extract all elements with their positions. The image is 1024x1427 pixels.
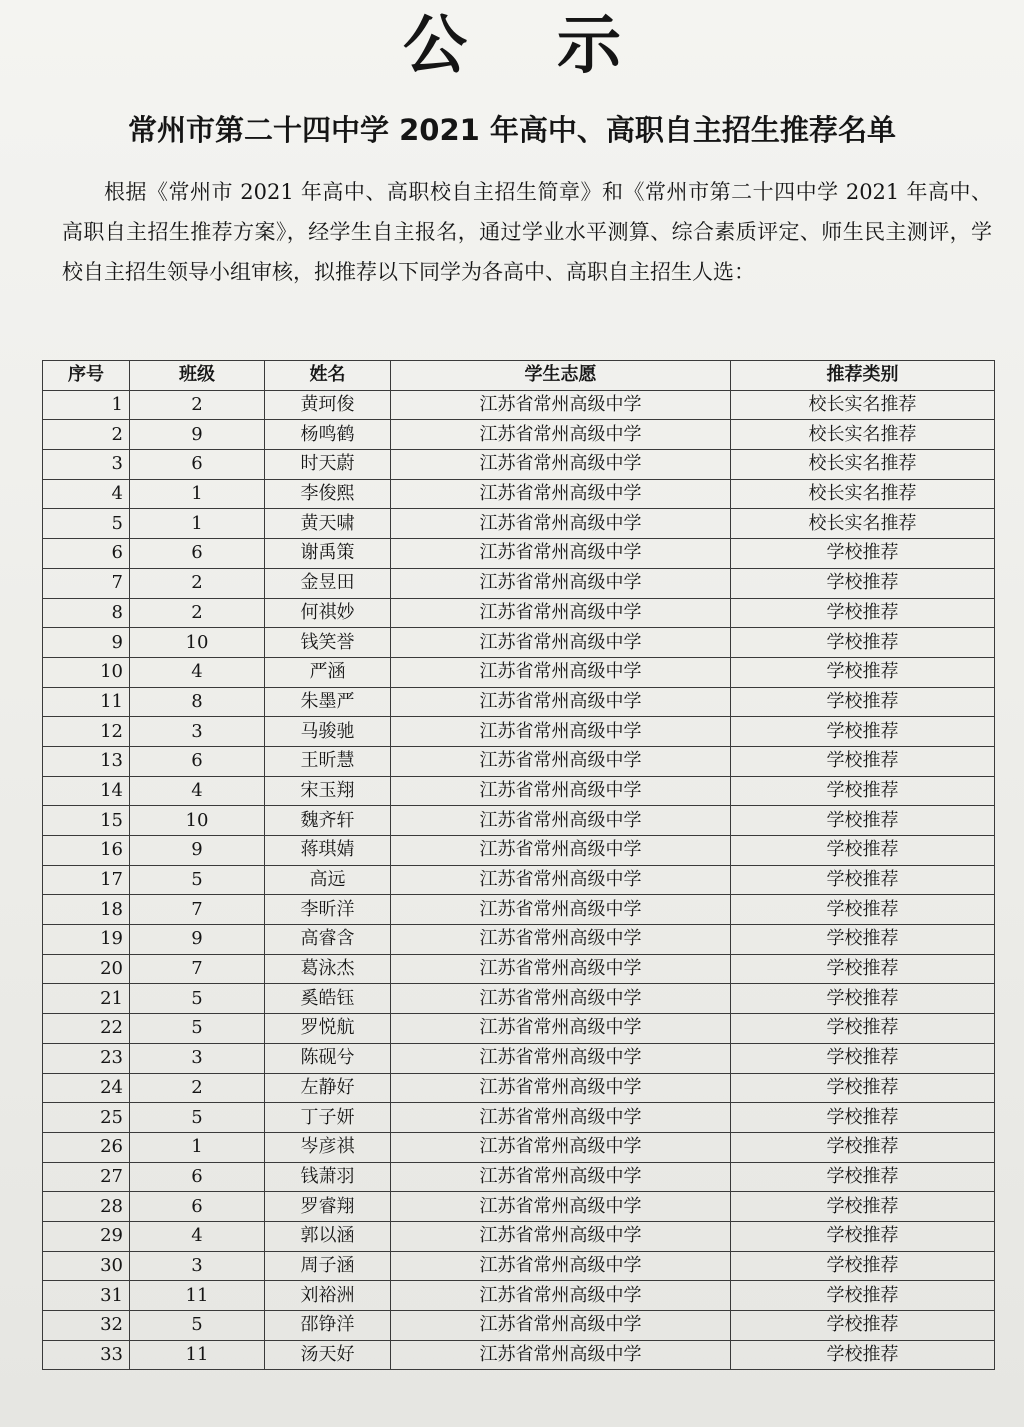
cell-school-choice: 江苏省常州高级中学 [391,568,731,598]
cell-class: 11 [130,1281,265,1311]
cell-student-name: 宋玉翔 [265,776,391,806]
cell-class: 9 [130,420,265,450]
cell-recommend-type: 学校推荐 [731,1340,995,1370]
cell-recommend-type: 学校推荐 [731,776,995,806]
cell-recommend-type: 学校推荐 [731,895,995,925]
cell-school-choice: 江苏省常州高级中学 [391,895,731,925]
cell-class: 5 [130,1311,265,1341]
table-row [43,1311,995,1341]
cell-school-choice: 江苏省常州高级中学 [391,1311,731,1341]
table-row [43,1340,995,1370]
cell-school-choice: 江苏省常州高级中学 [391,450,731,480]
cell-school-choice: 江苏省常州高级中学 [391,984,731,1014]
cell-serial-no: 12 [43,717,130,747]
table-row [43,479,995,509]
cell-recommend-type: 学校推荐 [731,1192,995,1222]
table-row [43,954,995,984]
header-recommend-type: 推荐类别 [731,361,995,391]
cell-serial-no: 26 [43,1132,130,1162]
cell-serial-no: 31 [43,1281,130,1311]
cell-serial-no: 6 [43,539,130,569]
cell-school-choice: 江苏省常州高级中学 [391,865,731,895]
cell-student-name: 黄珂俊 [265,390,391,420]
cell-serial-no: 21 [43,984,130,1014]
table-row [43,628,995,658]
cell-recommend-type: 学校推荐 [731,1103,995,1133]
cell-recommend-type: 学校推荐 [731,657,995,687]
table-row [43,836,995,866]
cell-serial-no: 19 [43,925,130,955]
cell-class: 6 [130,1192,265,1222]
cell-recommend-type: 学校推荐 [731,1132,995,1162]
header-class: 班级 [130,361,265,391]
cell-serial-no: 25 [43,1103,130,1133]
cell-class: 5 [130,1014,265,1044]
cell-student-name: 陈砚兮 [265,1043,391,1073]
cell-class: 9 [130,836,265,866]
cell-class: 11 [130,1340,265,1370]
table-row [43,806,995,836]
cell-school-choice: 江苏省常州高级中学 [391,1103,731,1133]
cell-serial-no: 29 [43,1221,130,1251]
cell-serial-no: 18 [43,895,130,925]
cell-recommend-type: 校长实名推荐 [731,420,995,450]
cell-recommend-type: 学校推荐 [731,925,995,955]
cell-serial-no: 3 [43,450,130,480]
cell-class: 9 [130,925,265,955]
cell-recommend-type: 学校推荐 [731,865,995,895]
cell-student-name: 严涵 [265,657,391,687]
cell-school-choice: 江苏省常州高级中学 [391,479,731,509]
cell-serial-no: 24 [43,1073,130,1103]
cell-recommend-type: 学校推荐 [731,836,995,866]
cell-student-name: 邵铮洋 [265,1311,391,1341]
cell-serial-no: 11 [43,687,130,717]
cell-student-name: 谢禹策 [265,539,391,569]
cell-school-choice: 江苏省常州高级中学 [391,954,731,984]
table-row [43,450,995,480]
cell-school-choice: 江苏省常州高级中学 [391,1132,731,1162]
cell-school-choice: 江苏省常州高级中学 [391,657,731,687]
table-row [43,776,995,806]
cell-student-name: 朱墨严 [265,687,391,717]
cell-student-name: 杨鸣鹤 [265,420,391,450]
cell-class: 8 [130,687,265,717]
cell-school-choice: 江苏省常州高级中学 [391,420,731,450]
cell-recommend-type: 学校推荐 [731,1162,995,1192]
cell-student-name: 郭以涵 [265,1221,391,1251]
cell-student-name: 刘裕洲 [265,1281,391,1311]
table-row [43,509,995,539]
cell-recommend-type: 学校推荐 [731,1281,995,1311]
table-row [43,1103,995,1133]
cell-student-name: 高远 [265,865,391,895]
cell-student-name: 左静好 [265,1073,391,1103]
cell-school-choice: 江苏省常州高级中学 [391,1251,731,1281]
cell-school-choice: 江苏省常州高级中学 [391,687,731,717]
cell-student-name: 黄天啸 [265,509,391,539]
cell-class: 3 [130,717,265,747]
cell-class: 2 [130,390,265,420]
cell-serial-no: 1 [43,390,130,420]
cell-school-choice: 江苏省常州高级中学 [391,925,731,955]
cell-student-name: 罗悦航 [265,1014,391,1044]
cell-recommend-type: 校长实名推荐 [731,509,995,539]
cell-school-choice: 江苏省常州高级中学 [391,1281,731,1311]
cell-serial-no: 7 [43,568,130,598]
cell-class: 1 [130,509,265,539]
cell-class: 5 [130,1103,265,1133]
cell-class: 7 [130,954,265,984]
cell-serial-no: 17 [43,865,130,895]
cell-student-name: 高睿含 [265,925,391,955]
cell-class: 4 [130,776,265,806]
table-row [43,1073,995,1103]
cell-school-choice: 江苏省常州高级中学 [391,1162,731,1192]
cell-recommend-type: 学校推荐 [731,1014,995,1044]
cell-class: 3 [130,1043,265,1073]
cell-serial-no: 8 [43,598,130,628]
table-row [43,687,995,717]
intro-paragraph: 根据《常州市 2021 年高中、高职校自主招生简章》和《常州市第二十四中学 2021 年高中、高职自主招生推荐方案》，经学生自主报名，通过学业水平测算、综合素质评定、师生民主测评，学校自主招生领导小组审核，拟推荐以下同学为各高中、高职自主招生人选： [62,180,992,284]
cell-serial-no: 16 [43,836,130,866]
cell-class: 5 [130,984,265,1014]
cell-class: 10 [130,628,265,658]
cell-serial-no: 20 [43,954,130,984]
cell-recommend-type: 学校推荐 [731,568,995,598]
table-row [43,1251,995,1281]
header-school-choice: 学生志愿 [391,361,731,391]
cell-class: 4 [130,657,265,687]
cell-recommend-type: 学校推荐 [731,954,995,984]
cell-student-name: 周子涵 [265,1251,391,1281]
cell-recommend-type: 学校推荐 [731,1221,995,1251]
table-row [43,598,995,628]
table-row [43,1221,995,1251]
cell-school-choice: 江苏省常州高级中学 [391,836,731,866]
cell-class: 2 [130,598,265,628]
cell-class: 3 [130,1251,265,1281]
header-name: 姓名 [265,361,391,391]
cell-class: 2 [130,568,265,598]
cell-school-choice: 江苏省常州高级中学 [391,776,731,806]
cell-student-name: 魏齐轩 [265,806,391,836]
cell-school-choice: 江苏省常州高级中学 [391,1221,731,1251]
cell-serial-no: 9 [43,628,130,658]
cell-class: 7 [130,895,265,925]
cell-recommend-type: 学校推荐 [731,628,995,658]
cell-serial-no: 10 [43,657,130,687]
cell-recommend-type: 学校推荐 [731,806,995,836]
table-body [43,390,995,1370]
notice-subtitle: 常州市第二十四中学 2021 年高中、高职自主招生推荐名单 [128,113,896,147]
cell-serial-no: 27 [43,1162,130,1192]
cell-serial-no: 33 [43,1340,130,1370]
cell-student-name: 马骏驰 [265,717,391,747]
cell-school-choice: 江苏省常州高级中学 [391,746,731,776]
table-row [43,1192,995,1222]
cell-student-name: 罗睿翔 [265,1192,391,1222]
cell-school-choice: 江苏省常州高级中学 [391,1014,731,1044]
cell-recommend-type: 学校推荐 [731,1073,995,1103]
table-row [43,568,995,598]
cell-recommend-type: 学校推荐 [731,1311,995,1341]
table-row [43,865,995,895]
cell-school-choice: 江苏省常州高级中学 [391,717,731,747]
table-row [43,1043,995,1073]
cell-class: 5 [130,865,265,895]
cell-recommend-type: 学校推荐 [731,984,995,1014]
cell-recommend-type: 学校推荐 [731,598,995,628]
header-serial-no: 序号 [43,361,130,391]
cell-serial-no: 5 [43,509,130,539]
cell-recommend-type: 校长实名推荐 [731,390,995,420]
table-header-row [43,361,995,391]
cell-class: 6 [130,1162,265,1192]
cell-class: 1 [130,479,265,509]
cell-recommend-type: 校长实名推荐 [731,450,995,480]
cell-serial-no: 30 [43,1251,130,1281]
cell-recommend-type: 学校推荐 [731,746,995,776]
cell-school-choice: 江苏省常州高级中学 [391,1073,731,1103]
cell-recommend-type: 学校推荐 [731,539,995,569]
cell-school-choice: 江苏省常州高级中学 [391,1043,731,1073]
table-row [43,1162,995,1192]
cell-student-name: 奚皓钰 [265,984,391,1014]
table-row [43,657,995,687]
cell-student-name: 何祺妙 [265,598,391,628]
table-row [43,1281,995,1311]
table-row [43,895,995,925]
cell-recommend-type: 学校推荐 [731,1251,995,1281]
table-row [43,746,995,776]
cell-serial-no: 2 [43,420,130,450]
table-row [43,539,995,569]
table-row [43,717,995,747]
table-row [43,420,995,450]
cell-student-name: 李昕洋 [265,895,391,925]
cell-class: 6 [130,539,265,569]
cell-student-name: 王昕慧 [265,746,391,776]
cell-school-choice: 江苏省常州高级中学 [391,598,731,628]
cell-student-name: 汤天好 [265,1340,391,1370]
cell-serial-no: 32 [43,1311,130,1341]
table-row [43,925,995,955]
cell-school-choice: 江苏省常州高级中学 [391,1192,731,1222]
cell-serial-no: 14 [43,776,130,806]
cell-student-name: 钱笑誉 [265,628,391,658]
table-row [43,984,995,1014]
cell-student-name: 钱萧羽 [265,1162,391,1192]
table-row [43,1132,995,1162]
cell-student-name: 蒋琪婧 [265,836,391,866]
cell-recommend-type: 学校推荐 [731,717,995,747]
cell-recommend-type: 学校推荐 [731,687,995,717]
cell-class: 6 [130,746,265,776]
cell-school-choice: 江苏省常州高级中学 [391,509,731,539]
cell-class: 10 [130,806,265,836]
recommendation-table [42,360,995,1370]
cell-student-name: 时天蔚 [265,450,391,480]
table-row [43,390,995,420]
cell-student-name: 李俊熙 [265,479,391,509]
cell-recommend-type: 学校推荐 [731,1043,995,1073]
cell-serial-no: 4 [43,479,130,509]
table-row [43,1014,995,1044]
cell-student-name: 葛泳杰 [265,954,391,984]
cell-recommend-type: 校长实名推荐 [731,479,995,509]
cell-student-name: 岑彦祺 [265,1132,391,1162]
notice-title: 公示 [403,9,711,83]
cell-class: 4 [130,1221,265,1251]
cell-class: 1 [130,1132,265,1162]
cell-school-choice: 江苏省常州高级中学 [391,390,731,420]
cell-class: 2 [130,1073,265,1103]
cell-class: 6 [130,450,265,480]
cell-serial-no: 23 [43,1043,130,1073]
cell-student-name: 丁子妍 [265,1103,391,1133]
cell-school-choice: 江苏省常州高级中学 [391,1340,731,1370]
cell-serial-no: 15 [43,806,130,836]
cell-serial-no: 22 [43,1014,130,1044]
cell-school-choice: 江苏省常州高级中学 [391,539,731,569]
cell-serial-no: 13 [43,746,130,776]
cell-school-choice: 江苏省常州高级中学 [391,628,731,658]
cell-student-name: 金昱田 [265,568,391,598]
cell-serial-no: 28 [43,1192,130,1222]
cell-school-choice: 江苏省常州高级中学 [391,806,731,836]
